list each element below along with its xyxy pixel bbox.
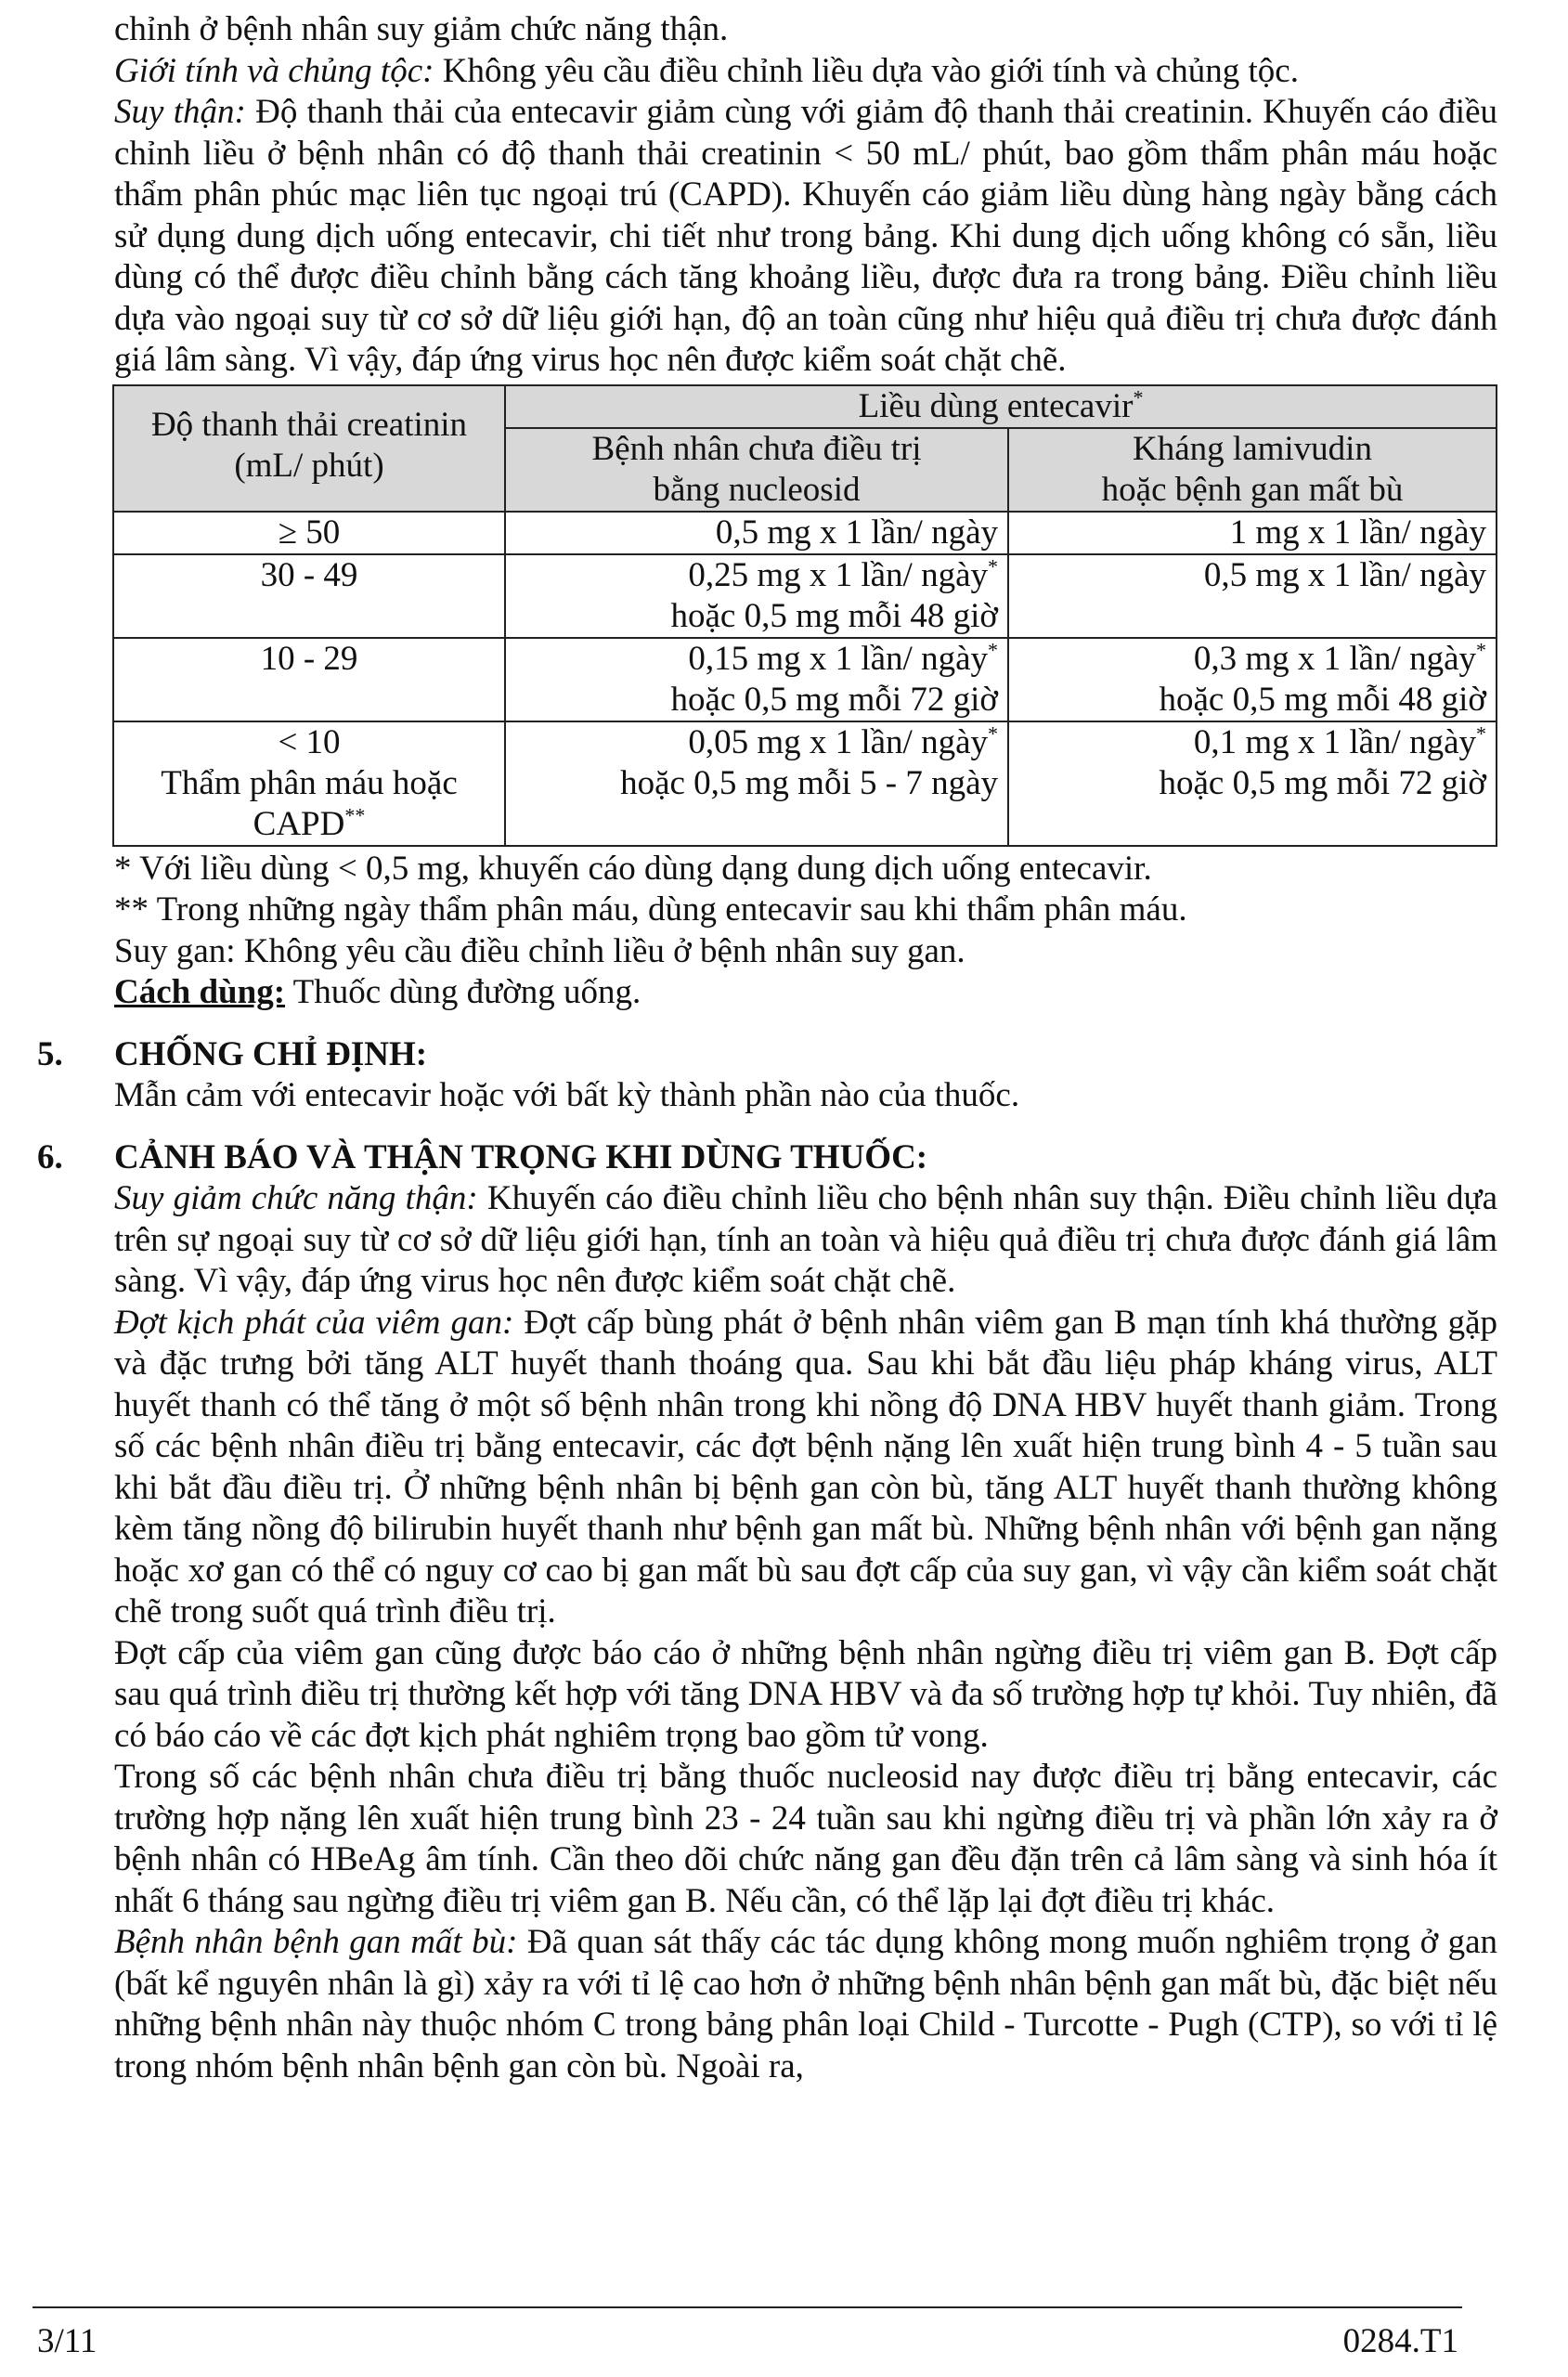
cell-text: ≥ 50 [278, 513, 341, 552]
cell-text: 0,3 mg x 1 lần/ ngày [1193, 639, 1476, 678]
naive-dose-cell [505, 638, 1008, 721]
col1-header-line1: Độ thanh thải creatinin [150, 405, 468, 444]
footnote-mark: * [988, 638, 998, 662]
resistant-dose-cell [1008, 512, 1497, 554]
clearance-cell [113, 638, 505, 721]
cell-text-alt: hoặc 0,5 mg mỗi 72 giờ [1159, 763, 1486, 802]
section-5-title: CHỐNG CHỈ ĐỊNH: [114, 1034, 428, 1073]
table-row [113, 638, 1497, 721]
group-header-text: Liều dùng entecavir [858, 386, 1134, 425]
gender-label: Giới tính và chủng tộc: [114, 51, 434, 90]
dose-table [112, 384, 1497, 847]
cell-line [515, 722, 998, 763]
resistant-dose-cell [1008, 721, 1497, 846]
decompensated-text: Đã quan sát thấy các tác dụng không mong muốn nghiêm trọng ở gan (bất kể nguyên nhân là gì) xảy ra với tỉ lệ cao hơn ở những bệnh nhân bệnh gan mất bù, đặc biệt nếu những bệnh nhân này thuộc nhóm C trong bảng phân loại Child - Turcotte - Pugh (CTP), so với tỉ lệ trong nhóm bệnh nhân bệnh gan còn bù. Ngoài ra, [114, 1923, 1497, 2085]
renal-text: Độ thanh thải của entecavir giảm cùng với giảm độ thanh thải creatinin. Khuyến cáo điều chỉnh liều ở bệnh nhân có độ thanh thải creatinin < 50 mL/ phút, bao gồm thẩm phân máu hoặc thẩm phân phúc mạc liên tục ngoại trú (CAPD). Khuyến cáo giảm liều dùng hàng ngày bằng cách sử dụng dung dịch uống entecavir, chi tiết như trong bảng. Khi dung dịch uống không có sẵn, liều dùng có thể được điều chỉnh bằng cách tăng khoảng liều, được đưa ra trong bảng. Điều chỉnh liều dựa vào ngoại suy từ cơ sở dữ liệu giới hạn, độ an toàn cũng như hiệu quả điều trị chưa được đánh giá lâm sàng. Vì vậy, đáp ứng virus học nên được kiểm soát chặt chẽ. [114, 93, 1497, 379]
group-header [505, 385, 1497, 428]
section-6-heading [37, 1137, 1497, 1179]
clearance-cell [113, 512, 505, 554]
table-row [113, 721, 1497, 846]
table-header-row [113, 385, 1497, 428]
naive-dose-cell [505, 554, 1008, 638]
post-treatment-paragraph: Đợt cấp của viêm gan cũng được báo cáo ở những bệnh nhân ngừng điều trị viêm gan B. Đợt cấp sau quá trình điều trị thường kết hợp với tăng DNA HBV và đa số trường hợp tự khỏi. Tuy nhiên, đã có báo cáo về các đợt kịch phát nghiêm trọng bao gồm tử vong. [114, 1633, 1497, 1755]
cell-text: 0,15 mg x 1 lần/ ngày [688, 639, 988, 678]
footer-divider [32, 2306, 1462, 2308]
table-row [113, 512, 1497, 554]
clearance-cell [113, 721, 505, 846]
resistant-dose-cell [1008, 638, 1497, 721]
footnote-1: * Với liều dùng < 0,5 mg, khuyến cáo dùng dạng dung dịch uống entecavir. [114, 849, 1152, 888]
cell-line [515, 639, 998, 680]
hepatic-note: Suy gan: Không yêu cầu điều chỉnh liều ở bệnh nhân suy gan. [114, 931, 965, 970]
cell-text: 0,05 mg x 1 lần/ ngày [688, 722, 988, 761]
cell-text: < 10 [278, 722, 341, 761]
section-6-number: 6. [37, 1137, 63, 1176]
footnote-mark: * [988, 554, 998, 578]
cell-text-alt: hoặc 0,5 mg mỗi 48 giờ [670, 596, 998, 635]
usage-text: Thuốc dùng đường uống. [285, 973, 641, 1011]
section-5 [37, 1034, 1497, 1117]
renal-warning-label: Suy giảm chức năng thận: [114, 1179, 478, 1217]
naive-dose-cell [505, 512, 1008, 554]
document-code: 0284.T1 [1342, 2322, 1458, 2360]
cell-line [1018, 639, 1486, 680]
cell-line [1018, 722, 1486, 763]
intro-line [114, 9, 1497, 51]
cell-text-alt: hoặc 0,5 mg mỗi 48 giờ [1159, 680, 1486, 719]
page-number: 3/11 [37, 2322, 97, 2360]
col1-header [113, 385, 505, 512]
gender-text: Không yêu cầu điều chỉnh liều dựa vào giới tính và chủng tộc. [434, 51, 1299, 90]
group-header-mark: * [1133, 385, 1144, 409]
naive-dose-cell [505, 721, 1008, 846]
exacerbation-paragraph [114, 1303, 1497, 1633]
footnote-mark: * [1476, 721, 1486, 746]
cell-text: 0,1 mg x 1 lần/ ngày [1193, 722, 1476, 761]
col3-header-line2: hoặc bệnh gan mất bù [1101, 470, 1404, 509]
footnote-mark: ** [344, 803, 366, 827]
cell-text: 10 - 29 [260, 639, 358, 678]
cell-text-alt: hoặc 0,5 mg mỗi 5 - 7 ngày [620, 763, 998, 802]
nucleoside-naive-paragraph: Trong số các bệnh nhân chưa điều trị bằng thuốc nucleosid nay được điều trị bằng entecavir, các trường hợp nặng lên xuất hiện trung bình 23 - 24 tuần sau khi ngừng điều trị và phần lớn xảy ra ở bệnh nhân có HBeAg âm tính. Cần theo dõi chức năng gan đều đặn trên cả lâm sàng và sinh hóa ít nhất 6 tháng sau ngừng điều trị viêm gan B. Nếu cần, có thể lặp lại đợt điều trị khác. [114, 1758, 1497, 1920]
clearance-cell [113, 554, 505, 638]
usage-label: Cách dùng: [114, 973, 286, 1011]
col2-header [505, 428, 1008, 512]
cell-text: 0,25 mg x 1 lần/ ngày [688, 555, 988, 594]
footnote-2: ** Trong những ngày thẩm phân máu, dùng entecavir sau khi thẩm phân máu. [114, 890, 1187, 929]
cell-text: 30 - 49 [260, 555, 358, 594]
gender-paragraph [114, 51, 1497, 93]
cell-text-2: Thẩm phân máu hoặc [161, 763, 458, 802]
section-5-heading [37, 1034, 1497, 1076]
usage-paragraph [114, 972, 1497, 1014]
cell-line [515, 513, 998, 553]
decompensated-label: Bệnh nhân bệnh gan mất bù: [114, 1923, 518, 1961]
section-5-text: Mẫn cảm với entecavir hoặc với bất kỳ thành phần nào của thuốc. [114, 1076, 1020, 1114]
col2-header-line2: bằng nucleosid [653, 470, 861, 509]
section-6 [37, 1137, 1497, 2088]
exacerbation-label: Đợt kịch phát của viêm gan: [114, 1303, 514, 1342]
intro-text: chỉnh ở bệnh nhân suy giảm chức năng thận. [114, 10, 729, 48]
col2-header-line1: Bệnh nhân chưa điều trị [591, 429, 922, 468]
cell-text-alt: hoặc 0,5 mg mỗi 72 giờ [670, 680, 998, 719]
section-5-number: 5. [37, 1034, 63, 1073]
cell-text: 0,5 mg x 1 lần/ ngày [715, 513, 998, 552]
cell-line [515, 555, 998, 596]
renal-warning-paragraph [114, 1178, 1497, 1303]
renal-label: Suy thận: [114, 93, 246, 131]
footnote-mark: * [1476, 638, 1486, 662]
col3-header-line1: Kháng lamivudin [1133, 429, 1372, 468]
cell-text: 1 mg x 1 lần/ ngày [1229, 513, 1486, 552]
cell-text-3: CAPD [253, 804, 345, 843]
section-6-title: CẢNH BÁO VÀ THẬN TRỌNG KHI DÙNG THUỐC: [114, 1137, 928, 1176]
resistant-dose-cell [1008, 554, 1497, 638]
cell-line [123, 804, 495, 845]
exacerbation-text: Đợt cấp bùng phát ở bệnh nhân viêm gan B mạn tính khá thường gặp và đặc trưng bởi tăng ALT huyết thanh thoáng qua. Sau khi bắt đầu liệu pháp kháng virus, ALT huyết thanh có thể tăng ở một số bệnh nhân trong khi nồng độ DNA HBV huyết thanh giảm. Trong số các bệnh nhân điều trị bằng entecavir, các đợt bệnh nặng lên xuất hiện trung bình 4 - 5 tuần sau khi bắt đầu điều trị. Ở những bệnh nhân bị bệnh gan còn bù, tăng ALT huyết thanh thường không kèm tăng nồng độ bilirubin huyết thanh như bệnh gan mất bù. Những bệnh nhân với bệnh gan nặng hoặc xơ gan có thể có nguy cơ cao bị gan mất bù sau đợt cấp của suy gan, vì vậy cần kiểm soát chặt chẽ trong suốt quá trình điều trị. [114, 1303, 1497, 1630]
table-row [113, 554, 1497, 638]
renal-paragraph [114, 92, 1497, 382]
renal-warning-text: Khuyến cáo điều chỉnh liều cho bệnh nhân suy thận. Điều chỉnh liều dựa trên sự ngoại suy từ cơ sở dữ liệu giới hạn, tính an toàn và hiệu quả điều trị chưa được đánh giá lâm sàng. Vì vậy, đáp ứng virus học nên được kiểm soát chặt chẽ. [114, 1179, 1497, 1300]
cell-line [1018, 555, 1486, 596]
footnote-mark: * [988, 721, 998, 746]
col3-header [1008, 428, 1497, 512]
page-content [37, 9, 1497, 2087]
decompensated-paragraph [114, 1922, 1497, 2087]
col1-header-line2: (mL/ phút) [234, 446, 384, 485]
cell-line [1018, 513, 1486, 553]
cell-text: 0,5 mg x 1 lần/ ngày [1203, 555, 1486, 594]
